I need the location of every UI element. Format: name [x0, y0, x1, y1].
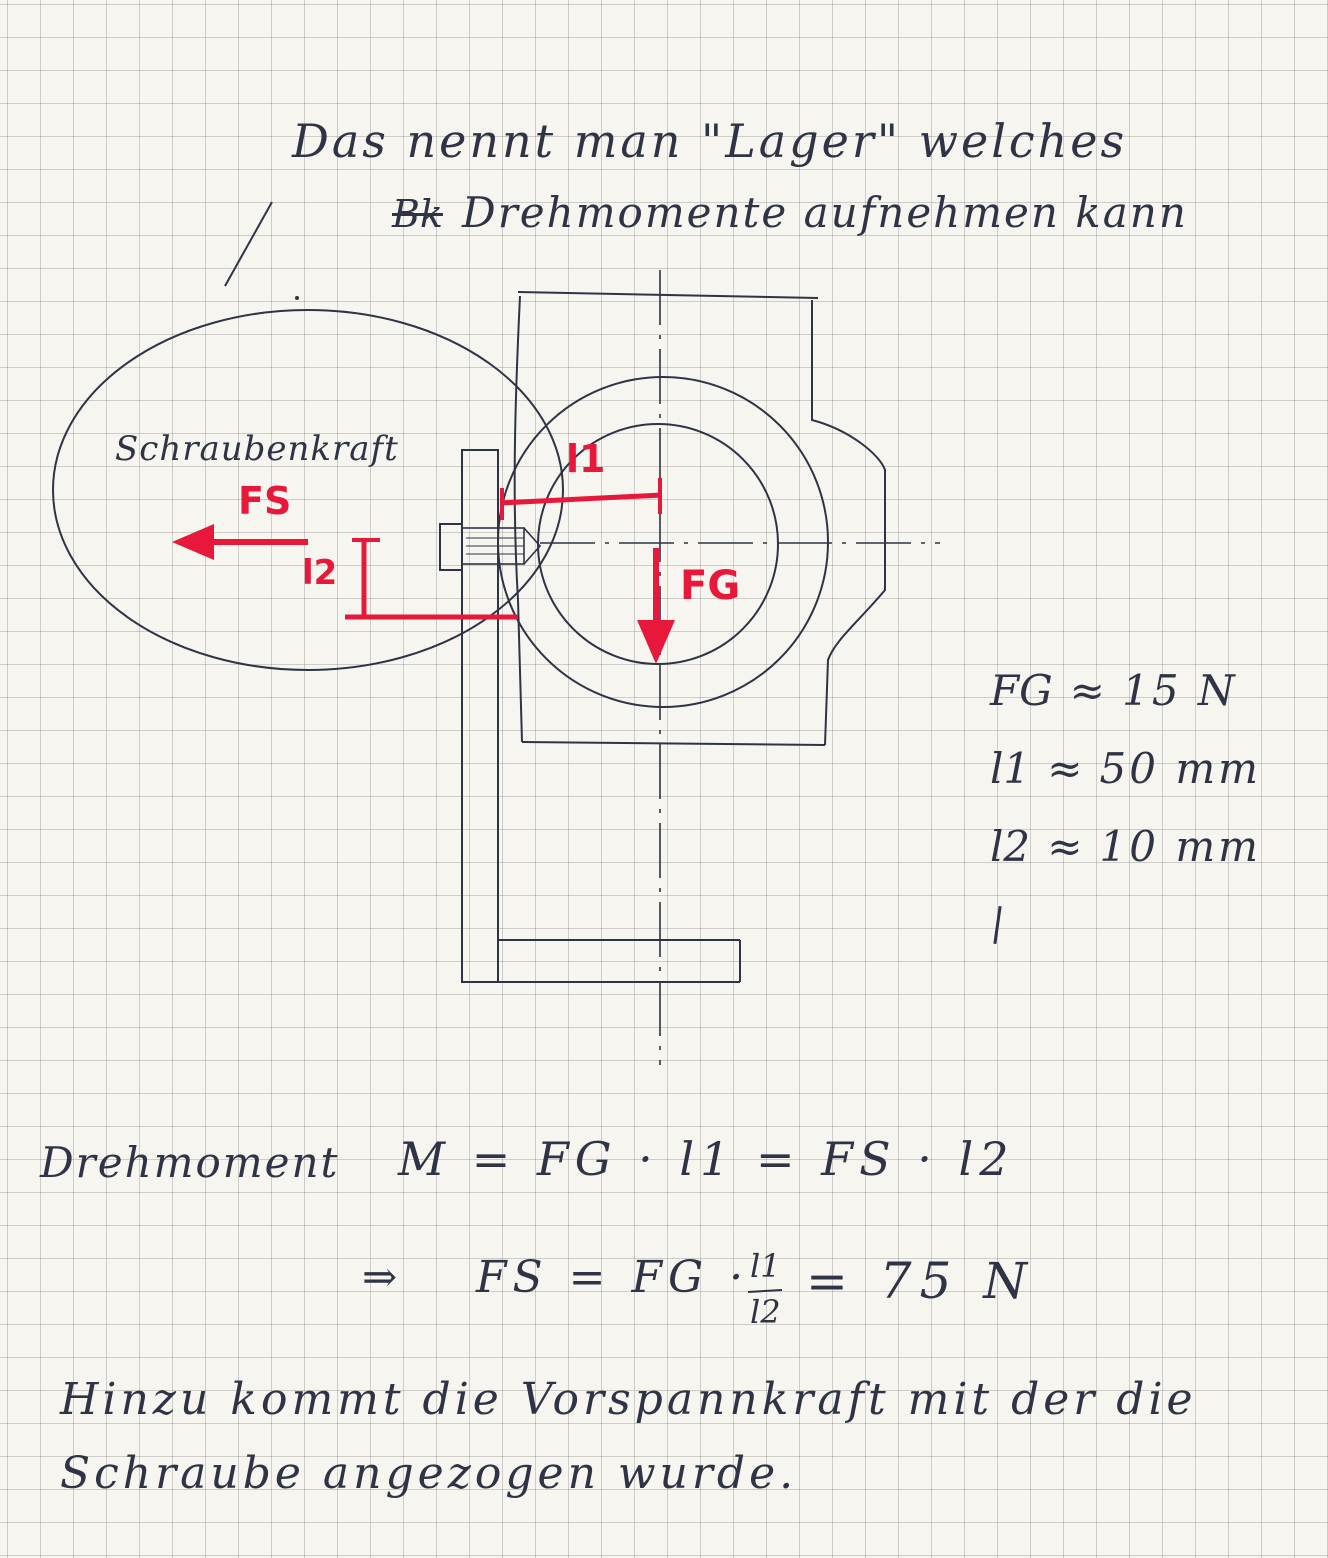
- ink-dot: [295, 296, 299, 300]
- given-value: 10 mm: [1099, 822, 1261, 871]
- footer-line-2: Schraube angezogen wurde.: [60, 1448, 798, 1499]
- fs-label: FS: [238, 479, 292, 523]
- screw-head: [440, 524, 462, 570]
- fs-arrow-head: [172, 524, 214, 560]
- given-l1: [990, 744, 1261, 793]
- fs-equation-lhs: FS = FG ·: [476, 1252, 750, 1303]
- given-value: 50 mm: [1099, 744, 1261, 793]
- note-line-2-text: Drehmomente aufnehmen kann: [462, 188, 1188, 237]
- struck-word: Bk: [392, 192, 443, 236]
- l1-label: l1: [566, 437, 606, 481]
- fraction-denominator: l2: [750, 1293, 781, 1331]
- l2-label: l2: [302, 553, 338, 593]
- housing-left-edge: [515, 296, 522, 742]
- screw-force-label: Schraubenkraft: [115, 429, 399, 469]
- given-relation: ≈: [1047, 744, 1083, 793]
- housing-right-edge: [812, 300, 885, 745]
- fraction-numerator: l1: [750, 1247, 781, 1285]
- fs-result: = 75 N: [806, 1252, 1036, 1310]
- note-line-1: Das nennt man "Lager" welches: [292, 114, 1128, 168]
- given-symbol: l2: [990, 822, 1031, 871]
- given-relation: ≈: [1047, 822, 1083, 871]
- given-l2: [990, 822, 1261, 871]
- l1-dimension-line: [500, 495, 662, 503]
- given-value: 15 N: [1122, 666, 1238, 715]
- given-symbol: FG: [990, 666, 1053, 715]
- given-fg: [990, 666, 1238, 715]
- given-relation: ≈: [1069, 666, 1105, 715]
- footer-line-1: Hinzu kommt die Vorspannkraft mit der die: [60, 1374, 1197, 1425]
- housing-top-line: [518, 292, 818, 298]
- fg-arrow-head: [637, 620, 675, 664]
- fg-label: FG: [680, 563, 741, 609]
- torque-formula: M = FG · l1 = FS · l2: [398, 1132, 1015, 1186]
- fraction-bar: [748, 1290, 782, 1292]
- note-pointer-line: [225, 202, 272, 286]
- vertical-plate: [462, 450, 498, 982]
- torque-label: Drehmoment: [40, 1138, 340, 1187]
- implies-symbol: ⇒: [362, 1252, 398, 1301]
- housing-bottom-line: [522, 742, 825, 745]
- given-symbol: l1: [990, 744, 1031, 793]
